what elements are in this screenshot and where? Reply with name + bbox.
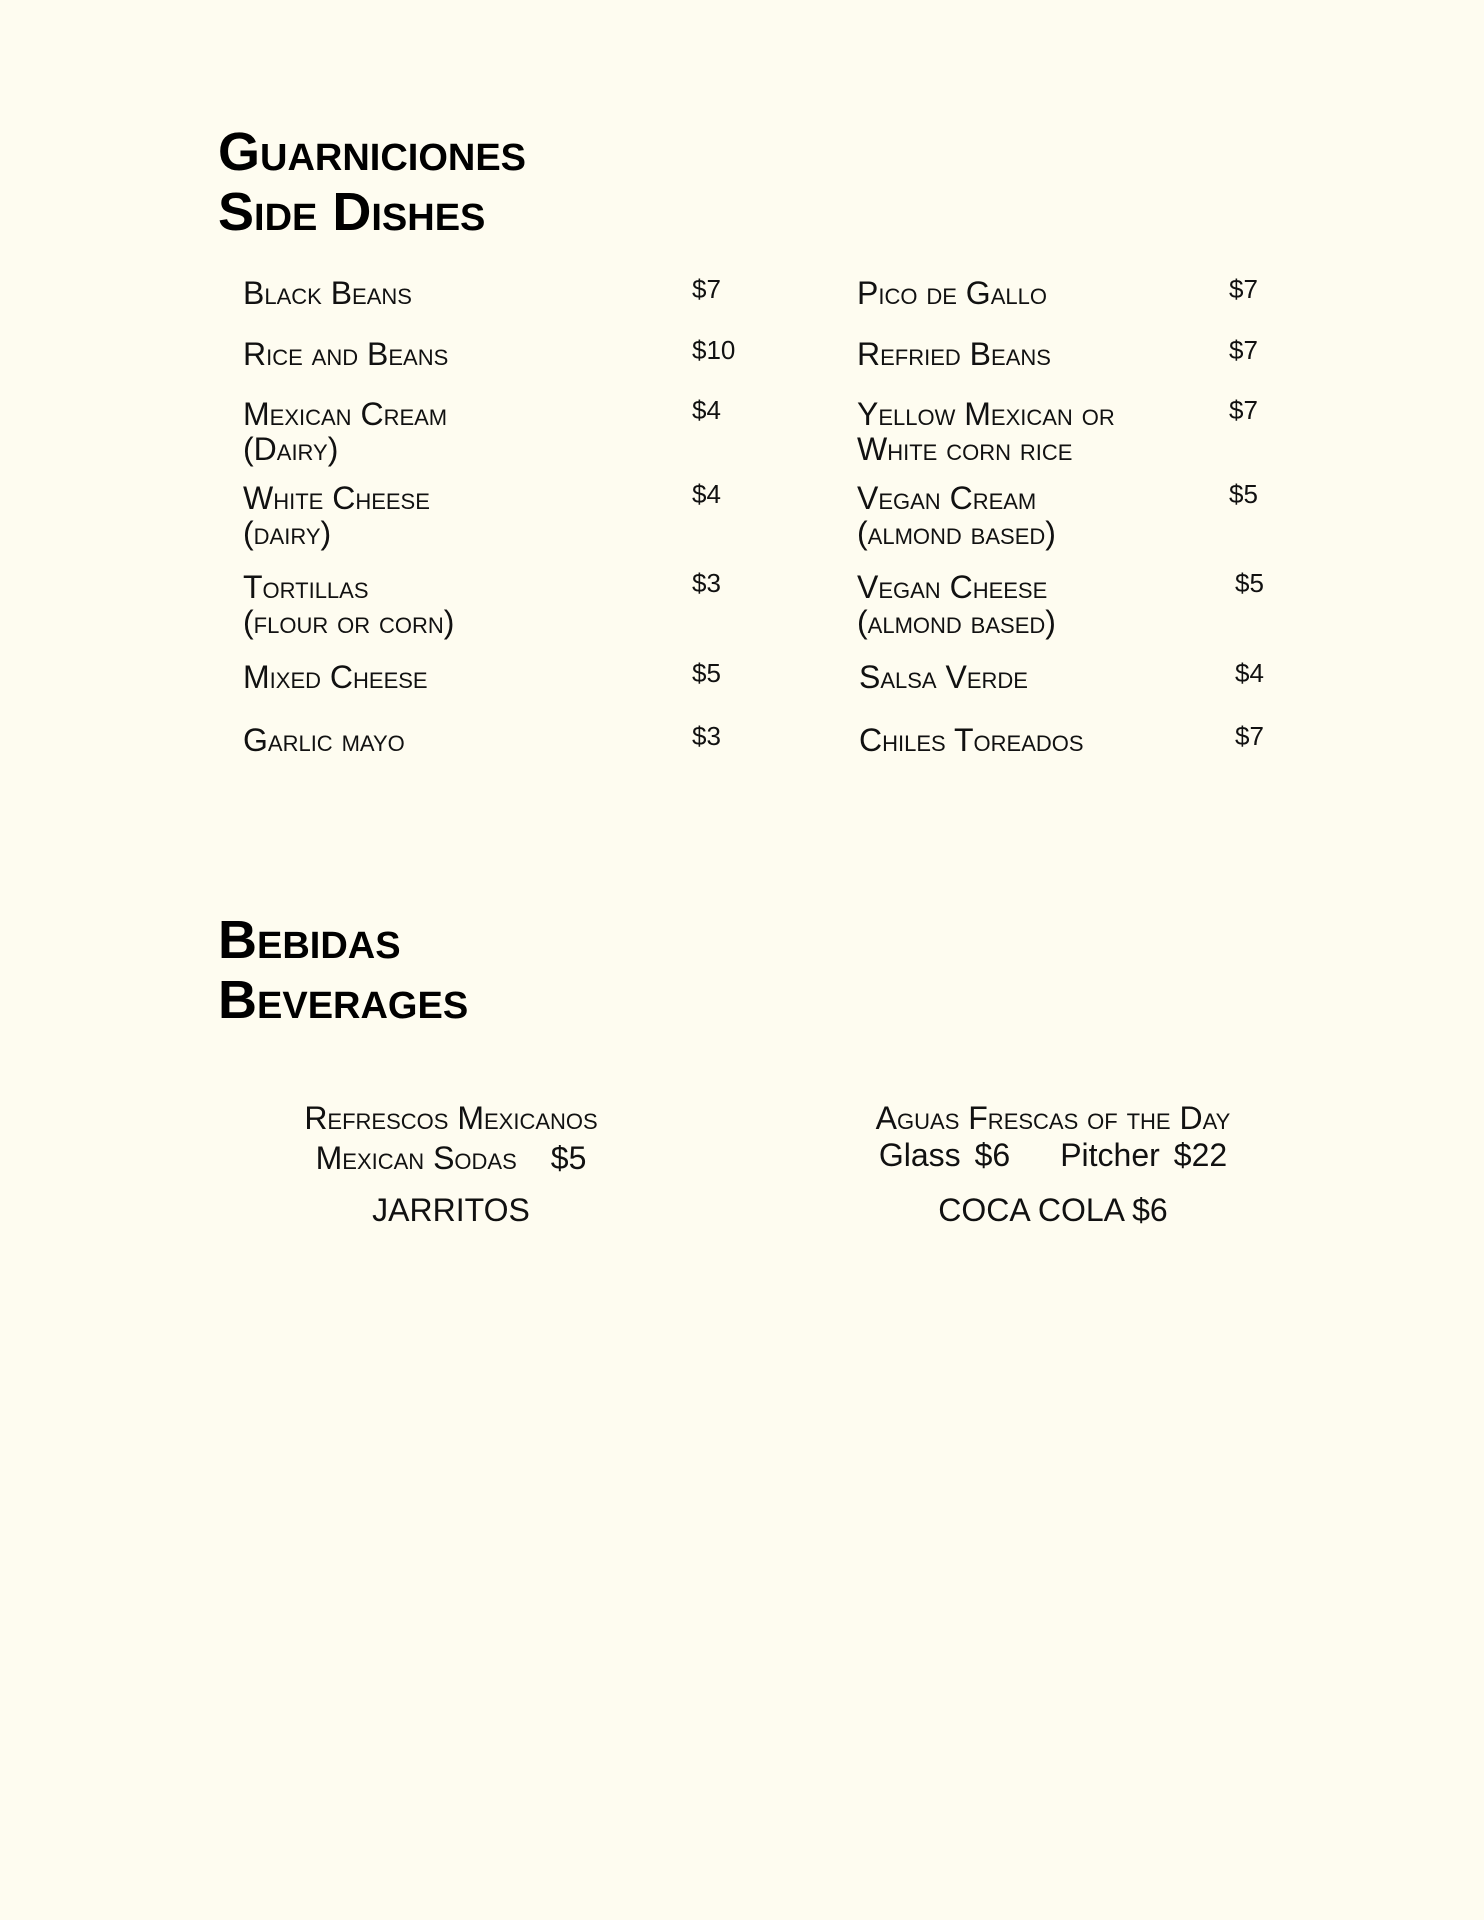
side-item-name: Rice and Beans <box>243 336 449 372</box>
side-item-name: Salsa Verde <box>859 659 1028 695</box>
side-item-price: $4 <box>692 395 721 425</box>
side-item-name: Mixed Cheese <box>243 659 428 695</box>
side-dishes-heading-es: Guarniciones <box>218 122 527 182</box>
side-item-name: Vegan Cream <box>857 480 1037 516</box>
side-item-price: $4 <box>1235 658 1264 688</box>
side-item-price: $7 <box>1235 721 1264 751</box>
coca-cola-label: COCA COLA $6 <box>938 1192 1168 1228</box>
side-item-note: (dairy) <box>243 515 332 551</box>
mexican-sodas-block <box>251 1098 651 1230</box>
side-item-price: $4 <box>692 479 721 509</box>
side-item-price: $7 <box>1229 335 1258 365</box>
side-item-name: Vegan Cheese <box>857 569 1048 605</box>
aguas-frescas-block <box>853 1098 1253 1230</box>
side-item-name: Black Beans <box>243 275 412 311</box>
side-dishes-heading <box>218 122 526 242</box>
side-item-price: $3 <box>692 721 721 751</box>
side-item-price: $5 <box>1229 479 1258 509</box>
side-item-name: Chiles Toreados <box>859 722 1084 758</box>
mexican-sodas-price: $5 <box>550 1140 587 1176</box>
side-item-price: $7 <box>692 274 721 304</box>
side-item-price: $3 <box>692 568 721 598</box>
mexican-sodas-title: Refrescos Mexicanos <box>304 1100 598 1136</box>
glass-label: Glass <box>878 1137 961 1173</box>
side-item-note: White corn rice <box>857 431 1073 467</box>
side-item-name: White Cheese <box>243 480 430 516</box>
side-item-price: $10 <box>692 335 736 365</box>
side-item-price: $5 <box>1235 568 1264 598</box>
side-item-name: Mexican Cream <box>243 396 448 432</box>
side-item-name: Tortillas <box>243 569 369 605</box>
aguas-frescas-title: Aguas Frescas of the Day <box>875 1100 1231 1136</box>
mexican-sodas-subtitle: Mexican Sodas <box>315 1140 517 1176</box>
side-item-note: (almond based) <box>857 515 1056 551</box>
jarritos-label: JARRITOS <box>372 1192 530 1228</box>
beverages-heading-en: Beverages <box>218 970 469 1030</box>
side-item-name: Yellow Mexican or <box>857 396 1115 432</box>
mexican-sodas-row <box>251 1138 651 1178</box>
side-item-note: (almond based) <box>857 604 1056 640</box>
side-item-price: $7 <box>1229 274 1258 304</box>
beverages-heading-es: Bebidas <box>218 910 401 970</box>
glass-price: $6 <box>974 1137 1011 1173</box>
side-item-name: Garlic mayo <box>243 722 405 758</box>
side-dishes-heading-en: Side Dishes <box>218 182 486 242</box>
side-item-note: (flour or corn) <box>243 604 455 640</box>
beverages-heading <box>218 910 468 1030</box>
side-item-name: Refried Beans <box>857 336 1051 372</box>
aguas-frescas-prices <box>853 1138 1253 1172</box>
pitcher-label: Pitcher <box>1060 1137 1160 1173</box>
side-item-note: (Dairy) <box>243 431 339 467</box>
side-item-name: Pico de Gallo <box>857 275 1047 311</box>
pitcher-price: $22 <box>1173 1137 1228 1173</box>
side-item-price: $5 <box>692 658 721 688</box>
side-item-price: $7 <box>1229 395 1258 425</box>
